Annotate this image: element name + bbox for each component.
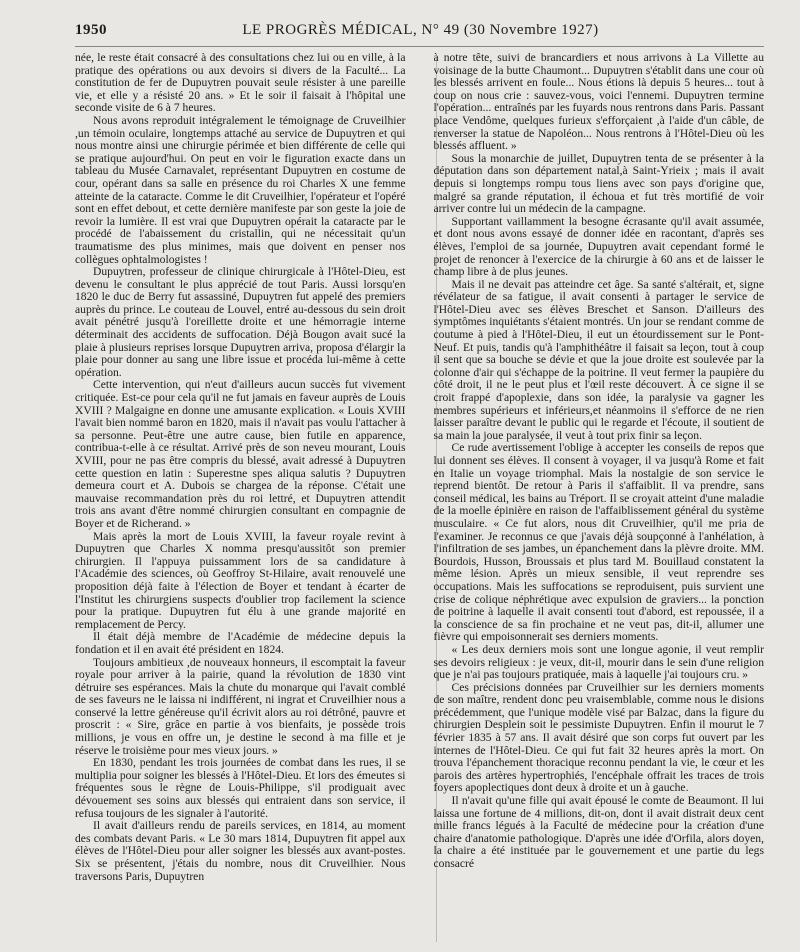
paragraph: Il avait d'ailleurs rendu de pareils services, en 1814, au moment des combats devant Paris. « Le 30 mars 1814, Dupuytren fit appel aux élèves de l'Hôtel-Dieu pour aller soigner les blessés aux avant-postes. Six se présentent, j'étais du nombre, nous dit Cruveilhier. Nous traversons Paris, Dupuytren (75, 819, 406, 883)
paragraph: Il était déjà membre de l'Académie de médecine depuis la fondation et il en avait été président en 1824. (75, 630, 406, 656)
paragraph: Sous la monarchie de juillet, Dupuytren tenta de se présenter à la députation dans son département natal,à Saint-Yrieix ; mais il avait depuis si longtemps rompu tous liens avec son pays d'origine que, malgré sa grande réputation, il échoua et fut très mortifié de voir arriver contre lui un médecin de la campagne. (433, 151, 764, 216)
paragraph: Ces précisions données par Cruveilhier sur les derniers moments de son maître, rendent donc peu vraisemblable, comme nous le disions précédemment, que l'unique modèle visé par Balzac, dans la figure du chirurgien Desplein soit le pessimiste Dupuytren. Enfin il mourut le 7 février 1835 à 57 ans. Il avait désiré que son corps fut ouvert par les internes de l'Hôtel-Dieu. Ce qui fut fait 32 heures après la mort. On trouva l'épanchement thoracique reconnu pendant la vie, le cœur et les parois des artères hypertrophiés, l'encéphale offrait les traces de trois foyers apoplectiques dont deux à droite et un à gauche. (433, 680, 764, 795)
right-column (434, 52, 765, 944)
paragraph: « Les deux derniers mois sont une longue agonie, il veut remplir ses devoirs religieux : je veux, dit-il, mourir dans le sein d'une religion que je n'ai pas toujours pratiquée, mais à laquelle j'ai toujours cru. » (433, 642, 764, 682)
article-columns (75, 52, 764, 944)
paragraph: Ce rude avertissement l'oblige à accepter les conseils de repos que lui donnent ses élèves. Il consent à voyager, il va jusqu'à Rome et fait en Italie un voyage triomphal. Mais la nostalgie de son service le reprend bientôt. De retour à Paris il s'affaiblit. Il va prendre, sans conseil médical, les bains au Tréport. Il se croyait atteint d'une maladie de la moelle épinière en raison de l'affaiblissement général du système musculaire. « Ce fut alors, nous dit Cruveilhier, qu'il me pria de l'examiner. Je reconnus ce que j'avais déjà soupçonné à l'anhélation, à l'infiltration de ses jambes, un épanchement dans la plèvre droite. MM. Bourdois, Husson, Broussais et plus tard M. Bouillaud constatent la même lésion. Après un mieux sensible, il veut reprendre ses occupations. Mais les suffocations se reproduisent, puis survient une crise de colique néphrétique avec expulsion de graviers... la ponction de poitrine à laquelle il avait consenti tout d'abord, est repoussée, il a la conscience de sa fin prochaine et ne veut pas, dit-il, allumer une fièvre qui empoisonnerait ses derniers moments. (433, 441, 764, 644)
publication-title: LE PROGRÈS MÉDICAL, N° 49 (30 Novembre 1927) (242, 22, 599, 38)
paragraph: Dupuytren, professeur de clinique chirurgicale à l'Hôtel-Dieu, est devenu le consultant le plus apprécié de tout Paris. Aussi lorsqu'en 1820 le duc de Berry fut assassiné, Dupuytren fut appelé des premiers auprès du prince. Le couteau de Louvel, entré au-dessous du sein droit avait pénétré jusqu'à l'oreillette droite et une hémorragie interne déterminait des accidents de suffocation. Déjà Bougon avait sucé la plaie à plusieurs reprises lorsque Dupuytren arriva, proposa d'élargir la plaie pour donner au sang une libre issue et procéda lui-même à cette opération. (75, 265, 406, 379)
paragraph: Cette intervention, qui n'eut d'ailleurs aucun succès fut vivement critiquée. Est-ce pour cela qu'il ne fut jamais en faveur auprès de Louis XVIII ? Malgaigne en donne une amusante explication. « Louis XVIII l'avait bien nommé baron en 1820, mais il n'avait pas voulu l'attacher à sa personne. Peut-être une autre cause, bien futile en apparence, contribua-t-elle à ce résultat. Arrivé près de son neveu mourant, Louis XVIII, pour ne pas être compris du blessé, avait adressé à Dupuytren cette question en latin : Superestne spes aliqua salutis ? Dupuytren demeura court et A. Dubois se chargea de la réponse. C'était une mauvaise recommandation près du roi lettré, et Dupuytren attendit trois ans avant d'être nommé chirurgien consultant en compagnie de Boyer et de Richerand. » (75, 378, 406, 530)
paragraph: Nous avons reproduit intégralement le témoignage de Cruveilhier ,un témoin oculaire, longtemps attaché au service de Dupuytren et qui nous montre ainsi une chirurgie périmée et bien différente de celle qui se pratique aujourd'hui. On peut en voir le figuration exacte dans un tableau du Musée Carnavalet, représentant Dupuytren en costume de cour, opérant dans sa salle en présence du roi Charles X une femme atteinte de la cataracte. Comme le dit Cruveilhier, l'opérateur et l'opéré sont en effet debout, et cette dernière manifeste par son geste la joie de revoir la lumière. Il est vrai que Dupuytren opérait la cataracte par le procédé de l'abaissement du cristallin, qui ne nécessitait qu'un traumatisme des plus minimes, mais que doivent en penser nos collègues ophtalmologistes ! (75, 113, 406, 266)
paragraph: Supportant vaillamment la besogne écrasante qu'il avait assumée, et dont nous avons essayé de donner idée en racontant, d'après ses élèves, l'emploi de sa journée, Dupuytren avait cependant formé le projet de renoncer à l'exercice de la chirurgie à 60 ans et de laisser le champ libre à de plus jeunes. (433, 214, 764, 279)
paragraph: née, le reste était consacré à des consultations chez lui ou en ville, à la pratique des opérations ou aux devoirs si divers de la Faculté... La constitution de fer de Dupuytren pouvait seule résister à une pareille vie, et elle y a résisté 20 ans. » Et le soir il faisait à l'hôpital une seconde visite de 6 à 7 heures. (75, 52, 406, 115)
left-column (75, 52, 406, 944)
paragraph: Mais il ne devait pas atteindre cet âge. Sa santé s'altérait, et, signe révélateur de sa fatigue, il avait consenti à partager le service de l'Hôtel-Dieu avec ses élèves Breschet et Sanson. D'ailleurs des symptômes inquiétants s'étaient montrés. Un jour se rendant comme de coutume à pied à l'Hôtel-Dieu, il eut un étourdissement sur le Pont-Neuf. Et puis, tandis qu'à l'amphithéâtre il faisait sa leçon, tout à coup il sent que sa bouche se dévie et que la joue droite est soulevée par la colonne d'air qui s'échappe de la poitrine. Il veut fermer la paupière du côté droit, il ne le peut plus et l'œil reste découvert. À ce signe il se croit frappé d'apoplexie, dans son idée, la paralysie va gagner les membres supérieurs et inférieurs,et néanmoins il s'efforce de ne rien laisser paraître devant le public qui le regarde et l'écoute, il soutient de sa main la joue paralysée, il veut à tout prix finir sa leçon. (433, 277, 764, 442)
paragraph: Il n'avait qu'une fille qui avait épousé le comte de Beaumont. Il lui laissa une fortune de 4 millions, dit-on, dont il avait distrait deux cent mille francs légués à la Faculté de médecine pour la création d'une chaire d'anatomie pathologique. D'après une idée d'Orfila, alors doyen, la chaire a été instituée par le gouvernement et une partie du legs consacré (433, 794, 764, 870)
paragraph: Mais après la mort de Louis XVIII, la faveur royale revint à Dupuytren que Charles X nomma presqu'aussitôt son premier chirurgien. Il l'appuya puissamment lors de sa candidature à l'Académie des sciences, où Geoffroy St-Hilaire, avait renouvelé une proposition déjà faite à l'élection de Boyer et tendant à écarter de l'Institut les chirurgiens suspects d'oublier trop facilement la science pour la pratique. Dupuytren fut élu à une grande majorité en remplacement de Percy. (75, 529, 406, 631)
page-number: 1950 (75, 22, 107, 38)
page-header (75, 22, 764, 47)
paragraph: En 1830, pendant les trois journées de combat dans les rues, il se multiplia pour soigner les blessés à l'Hôtel-Dieu. Et lors des émeutes si fréquentes sous le règne de Louis-Philippe, s'il prodiguait avec dévouement ses soins aux blessés qui entraient dans son service, il refusa toujours de les signaler à l'autorité. (75, 756, 406, 820)
paragraph: Toujours ambitieux ,de nouveaux honneurs, il escomptait la faveur royale pour arriver à la pairie, quand la révolution de 1830 vint détruire ses espérances. Mais la chute du monarque qui l'avait comblé de ses faveurs ne le laissa ni indifférent, ni ingrat et Cruveilhier nous a conservé la lettre généreuse qu'il écrivit alors au roi détrôné, pauvre et proscrit : « Sire, grâce en partie à vos bienfaits, je possède trois millions, je vous en offre un, je destine le second à ma fille et je réserve le troisième pour mes vieux jours. » (75, 655, 406, 757)
paragraph: à notre tête, suivi de brancardiers et nous arrivons à La Villette au voisinage de la butte Chaumont... Dupuytren s'établit dans une cour où les blessés arrivent en foule... Nous étions là depuis 5 heures... tout à coup on nous crie : sauvez-vous, voici l'ennemi. Dupuytren termine l'opération... entraînés par les fuyards nous rentrons dans Paris. Passant place Vendôme, quelques furieux s'efforçaient ,à l'aide d'un câble, de renverser la statue de Napoléon... Nous rentrons à l'Hôtel-Dieu où les blessés affluent. » (433, 52, 764, 153)
